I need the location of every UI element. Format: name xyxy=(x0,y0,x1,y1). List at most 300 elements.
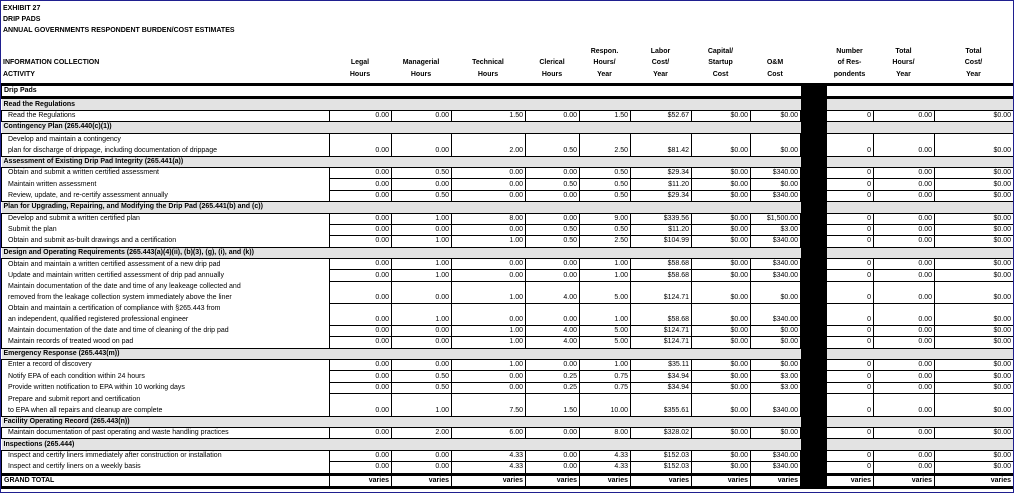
table-row xyxy=(2,259,1014,270)
total-cost-cell: $0.00 xyxy=(935,213,1014,224)
labor-cost-cell: $152.03 xyxy=(631,462,692,474)
legal-hours-cell: 0.00 xyxy=(330,428,392,439)
om-cost-cell: $0.00 xyxy=(751,325,801,336)
clerical-hours-cell: 0.50 xyxy=(526,179,580,190)
capital-cost-cell: $0.00 xyxy=(692,259,751,270)
capital-cost-cell: $0.00 xyxy=(692,281,751,303)
total-cost-cell: $0.00 xyxy=(935,179,1014,190)
table-row xyxy=(2,236,1014,247)
respondents-cell: 0 xyxy=(827,428,874,439)
total-cost-cell: $0.00 xyxy=(935,337,1014,348)
header-labor-line: Year xyxy=(653,70,668,78)
technical-hours-cell: 7.50 xyxy=(452,394,526,417)
respon-hours-cell: 0.75 xyxy=(580,382,631,393)
activity-cell: Review, update, and re-certify assessment annually xyxy=(2,190,330,201)
managerial-hours-cell: 2.00 xyxy=(392,428,452,439)
exhibit-title: ANNUAL GOVERNMENTS RESPONDENT BURDEN/COST ESTIMATES xyxy=(3,27,235,34)
activity-label-line2: plan for discharge of drippage, including documentation of drippage xyxy=(8,146,217,154)
header-labor xyxy=(630,46,691,80)
respon-hours-cell: 0.75 xyxy=(580,371,631,382)
separator-bar xyxy=(801,156,827,167)
technical-hours-cell: 0.00 xyxy=(452,303,526,325)
table-row xyxy=(2,325,1014,336)
table-row xyxy=(2,371,1014,382)
om-cost-cell: $0.00 xyxy=(751,179,801,190)
section-fill xyxy=(827,202,1014,213)
technical-hours-cell: 0.00 xyxy=(452,190,526,201)
managerial-hours-cell: 1.00 xyxy=(392,394,452,417)
separator-bar xyxy=(801,224,827,235)
separator-bar xyxy=(801,98,827,110)
header-total-hours-line: Total xyxy=(895,48,912,56)
labor-cost-cell: $35.11 xyxy=(631,360,692,371)
blank-cell xyxy=(330,85,392,98)
technical-hours-cell: varies xyxy=(452,474,526,487)
header-total-hours-line: Year xyxy=(896,70,911,78)
respon-hours-cell: 0.50 xyxy=(580,179,631,190)
technical-hours-cell: 0.00 xyxy=(452,179,526,190)
om-cost-cell: $340.00 xyxy=(751,462,801,474)
header-total-cost-line: Cost/ xyxy=(964,59,983,67)
managerial-hours-cell: 0.00 xyxy=(392,179,452,190)
clerical-hours-cell: 0.00 xyxy=(526,428,580,439)
activity-cell: Obtain and maintain a written certified assessment of a new drip pad xyxy=(2,259,330,270)
activity-label-line1: Maintain documentation of the date and time of any leakeage collected and xyxy=(8,283,241,291)
capital-cost-cell: $0.00 xyxy=(692,224,751,235)
header-om-line: O&M xyxy=(766,59,784,67)
capital-cost-cell: $0.00 xyxy=(692,190,751,201)
technical-hours-cell: 1.00 xyxy=(452,325,526,336)
total-hours-cell: 0.00 xyxy=(874,428,935,439)
header-legal xyxy=(329,46,391,80)
respon-hours-cell: 1.00 xyxy=(580,360,631,371)
legal-hours-cell: 0.00 xyxy=(330,167,392,178)
blank-cell xyxy=(631,85,692,98)
total-hours-cell: 0.00 xyxy=(874,450,935,461)
header-respon-line: Hours/ xyxy=(593,59,616,67)
respondents-cell: 0 xyxy=(827,110,874,121)
table-row xyxy=(2,428,1014,439)
clerical-hours-cell: 0.00 xyxy=(526,462,580,474)
activity-cell: Obtain and submit a written certified assessment xyxy=(2,167,330,178)
header-capital xyxy=(691,46,750,80)
total-hours-cell: 0.00 xyxy=(874,224,935,235)
header-total-cost-line: Total xyxy=(965,48,982,56)
separator-bar xyxy=(801,348,827,359)
header-activity xyxy=(3,46,99,80)
total-cost-cell: $0.00 xyxy=(935,462,1014,474)
section-header-row xyxy=(2,122,1014,133)
activity-label-line1: Prepare and submit report and certification xyxy=(8,395,141,403)
respondents-cell: 0 xyxy=(827,360,874,371)
total-hours-cell: 0.00 xyxy=(874,133,935,156)
managerial-hours-cell: 0.00 xyxy=(392,360,452,371)
total-hours-cell: 0.00 xyxy=(874,236,935,247)
respon-hours-cell: 0.50 xyxy=(580,224,631,235)
activity-cell: Enter a record of discovery xyxy=(2,360,330,371)
legal-hours-cell: 0.00 xyxy=(330,236,392,247)
clerical-hours-cell: 0.00 xyxy=(526,450,580,461)
legal-hours-cell: 0.00 xyxy=(330,337,392,348)
blank-cell xyxy=(827,85,874,98)
section-header-row xyxy=(2,202,1014,213)
capital-cost-cell: $0.00 xyxy=(692,450,751,461)
legal-hours-cell: 0.00 xyxy=(330,462,392,474)
managerial-hours-cell: 0.00 xyxy=(392,325,452,336)
respon-hours-cell: 1.00 xyxy=(580,303,631,325)
om-cost-cell: $340.00 xyxy=(751,259,801,270)
legal-hours-cell: 0.00 xyxy=(330,190,392,201)
clerical-hours-cell: 0.00 xyxy=(526,167,580,178)
technical-hours-cell: 4.33 xyxy=(452,462,526,474)
separator-bar xyxy=(801,462,827,474)
capital-cost-cell: $0.00 xyxy=(692,394,751,417)
technical-hours-cell: 1.00 xyxy=(452,281,526,303)
legal-hours-cell: 0.00 xyxy=(330,259,392,270)
separator-bar xyxy=(801,167,827,178)
total-cost-cell: $0.00 xyxy=(935,236,1014,247)
section-title: Inspections (265.444) xyxy=(2,439,801,450)
managerial-hours-cell: 1.00 xyxy=(392,236,452,247)
total-hours-cell: 0.00 xyxy=(874,167,935,178)
table-row xyxy=(2,360,1014,371)
labor-cost-cell: $29.34 xyxy=(631,167,692,178)
header-om-line: Cost xyxy=(767,70,783,78)
capital-cost-cell: $0.00 xyxy=(692,213,751,224)
capital-cost-cell: $0.00 xyxy=(692,236,751,247)
managerial-hours-cell: 0.00 xyxy=(392,281,452,303)
managerial-hours-cell: 0.50 xyxy=(392,382,452,393)
legal-hours-cell: 0.00 xyxy=(330,270,392,281)
section-title: Plan for Upgrading, Repairing, and Modifying the Drip Pad (265.441(b) and (c)) xyxy=(2,202,801,213)
total-hours-cell: varies xyxy=(874,474,935,487)
header-total-hours-line: Hours/ xyxy=(892,59,915,67)
header-number-line: of Res- xyxy=(837,59,862,67)
technical-hours-cell: 1.00 xyxy=(452,236,526,247)
capital-cost-cell: $0.00 xyxy=(692,360,751,371)
table-row xyxy=(2,167,1014,178)
capital-cost-cell: $0.00 xyxy=(692,179,751,190)
om-cost-cell: $0.00 xyxy=(751,360,801,371)
blank-cell xyxy=(580,85,631,98)
activity-cell: Read the Regulations xyxy=(2,110,330,121)
clerical-hours-cell: 0.50 xyxy=(526,236,580,247)
technical-hours-cell: 0.00 xyxy=(452,167,526,178)
labor-cost-cell: $124.71 xyxy=(631,281,692,303)
total-hours-cell: 0.00 xyxy=(874,371,935,382)
total-cost-cell: $0.00 xyxy=(935,303,1014,325)
total-cost-cell: $0.00 xyxy=(935,224,1014,235)
section-title: Assessment of Existing Drip Pad Integrity (265.441(a)) xyxy=(2,156,801,167)
total-cost-cell: $0.00 xyxy=(935,190,1014,201)
activity-cell: Provide written notification to EPA within 10 working days xyxy=(2,382,330,393)
capital-cost-cell: $0.00 xyxy=(692,133,751,156)
clerical-hours-cell: 0.50 xyxy=(526,133,580,156)
respon-hours-cell: 1.00 xyxy=(580,270,631,281)
capital-cost-cell: varies xyxy=(692,474,751,487)
respondents-cell: varies xyxy=(827,474,874,487)
labor-cost-cell: $328.02 xyxy=(631,428,692,439)
separator-bar xyxy=(801,281,827,303)
labor-cost-cell: $58.68 xyxy=(631,259,692,270)
managerial-hours-cell: 0.00 xyxy=(392,110,452,121)
managerial-hours-cell: 0.00 xyxy=(392,462,452,474)
total-cost-cell: $0.00 xyxy=(935,259,1014,270)
activity-cell xyxy=(2,303,330,325)
managerial-hours-cell: 0.00 xyxy=(392,133,452,156)
header-labor-line: Labor xyxy=(650,48,671,56)
table-row xyxy=(2,190,1014,201)
om-cost-cell: varies xyxy=(751,474,801,487)
clerical-hours-cell: 0.00 xyxy=(526,259,580,270)
legal-hours-cell: 0.00 xyxy=(330,360,392,371)
respondents-cell: 0 xyxy=(827,190,874,201)
table-row xyxy=(2,110,1014,121)
activity-cell: Develop and submit a written certified plan xyxy=(2,213,330,224)
blank-cell xyxy=(935,85,1014,98)
managerial-hours-cell: varies xyxy=(392,474,452,487)
activity-label-line2: to EPA when all repairs and cleanup are complete xyxy=(8,406,163,414)
separator-bar xyxy=(801,110,827,121)
header-labor-line: Cost/ xyxy=(651,59,670,67)
activity-cell: Notify EPA of each condition within 24 hours xyxy=(2,371,330,382)
section-fill xyxy=(827,247,1014,258)
header-respon-line: Year xyxy=(597,70,612,78)
table-title: Drip Pads xyxy=(2,85,330,98)
technical-hours-cell: 1.50 xyxy=(452,110,526,121)
clerical-hours-cell: 1.50 xyxy=(526,394,580,417)
technical-hours-cell: 8.00 xyxy=(452,213,526,224)
capital-cost-cell: $0.00 xyxy=(692,270,751,281)
separator-bar xyxy=(801,122,827,133)
managerial-hours-cell: 0.50 xyxy=(392,167,452,178)
om-cost-cell: $3.00 xyxy=(751,371,801,382)
respon-hours-cell: 2.50 xyxy=(580,236,631,247)
technical-hours-cell: 4.33 xyxy=(452,450,526,461)
technical-hours-cell: 0.00 xyxy=(452,371,526,382)
respon-hours-cell: 4.33 xyxy=(580,462,631,474)
capital-cost-cell: $0.00 xyxy=(692,110,751,121)
labor-cost-cell: $58.68 xyxy=(631,270,692,281)
separator-bar xyxy=(801,474,827,487)
respon-hours-cell: 4.33 xyxy=(580,450,631,461)
technical-hours-cell: 0.00 xyxy=(452,259,526,270)
grand-total-row xyxy=(2,474,1014,487)
header-technical xyxy=(451,46,525,80)
respon-hours-cell: 5.00 xyxy=(580,281,631,303)
header-activity-line: INFORMATION COLLECTION xyxy=(3,59,100,67)
activity-label-line1: Obtain and maintain a certification of compliance with §265.443 from xyxy=(8,305,221,313)
labor-cost-cell: $11.20 xyxy=(631,179,692,190)
total-hours-cell: 0.00 xyxy=(874,213,935,224)
header-technical-line: Hours xyxy=(477,70,499,78)
labor-cost-cell: $124.71 xyxy=(631,337,692,348)
header-clerical-line: Clerical xyxy=(539,59,565,67)
legal-hours-cell: 0.00 xyxy=(330,281,392,303)
capital-cost-cell: $0.00 xyxy=(692,325,751,336)
labor-cost-cell: $34.94 xyxy=(631,371,692,382)
total-cost-cell: $0.00 xyxy=(935,360,1014,371)
section-title: Emergency Response (265.443(m)) xyxy=(2,348,801,359)
separator-bar xyxy=(801,179,827,190)
legal-hours-cell: 0.00 xyxy=(330,179,392,190)
activity-cell: Maintain documentation of the date and time of cleaning of the drip pad xyxy=(2,325,330,336)
labor-cost-cell: $124.71 xyxy=(631,325,692,336)
header-clerical xyxy=(525,46,579,80)
om-cost-cell: $0.00 xyxy=(751,133,801,156)
om-cost-cell: $340.00 xyxy=(751,236,801,247)
header-managerial-line: Hours xyxy=(410,70,432,78)
total-hours-cell: 0.00 xyxy=(874,382,935,393)
om-cost-cell: $340.00 xyxy=(751,394,801,417)
total-cost-cell: $0.00 xyxy=(935,281,1014,303)
clerical-hours-cell: 0.25 xyxy=(526,382,580,393)
legal-hours-cell: 0.00 xyxy=(330,382,392,393)
clerical-hours-cell: 0.00 xyxy=(526,110,580,121)
respondents-cell: 0 xyxy=(827,462,874,474)
header-number-line: Number xyxy=(836,48,863,56)
header-capital-line: Cost xyxy=(712,70,729,78)
total-hours-cell: 0.00 xyxy=(874,270,935,281)
separator-bar xyxy=(801,394,827,417)
technical-hours-cell: 0.00 xyxy=(452,224,526,235)
table-row xyxy=(2,281,1014,303)
respon-hours-cell: 0.50 xyxy=(580,167,631,178)
exhibit-number: EXHIBIT 27 xyxy=(3,5,41,12)
legal-hours-cell: 0.00 xyxy=(330,110,392,121)
total-cost-cell: $0.00 xyxy=(935,133,1014,156)
clerical-hours-cell: 0.50 xyxy=(526,224,580,235)
respondents-cell: 0 xyxy=(827,270,874,281)
managerial-hours-cell: 1.00 xyxy=(392,213,452,224)
separator-bar xyxy=(801,133,827,156)
legal-hours-cell: 0.00 xyxy=(330,371,392,382)
respondents-cell: 0 xyxy=(827,133,874,156)
respondents-cell: 0 xyxy=(827,259,874,270)
header-legal-line: Hours xyxy=(349,70,371,78)
technical-hours-cell: 2.00 xyxy=(452,133,526,156)
table-title-row xyxy=(2,85,1014,98)
activity-cell: Maintain written assessment xyxy=(2,179,330,190)
header-clerical-line: Hours xyxy=(541,70,563,78)
respondents-cell: 0 xyxy=(827,179,874,190)
total-cost-cell: $0.00 xyxy=(935,167,1014,178)
labor-cost-cell: $34.94 xyxy=(631,382,692,393)
separator-bar xyxy=(801,337,827,348)
total-hours-cell: 0.00 xyxy=(874,303,935,325)
om-cost-cell: $0.00 xyxy=(751,281,801,303)
technical-hours-cell: 0.00 xyxy=(452,382,526,393)
capital-cost-cell: $0.00 xyxy=(692,382,751,393)
respon-hours-cell: 9.00 xyxy=(580,213,631,224)
activity-label-line1: Develop and maintain a contingency xyxy=(8,135,121,143)
separator-bar xyxy=(801,190,827,201)
section-fill xyxy=(827,416,1014,427)
om-cost-cell: $340.00 xyxy=(751,167,801,178)
om-cost-cell: $340.00 xyxy=(751,190,801,201)
section-header-row xyxy=(2,439,1014,450)
total-hours-cell: 0.00 xyxy=(874,179,935,190)
legal-hours-cell: 0.00 xyxy=(330,394,392,417)
labor-cost-cell: $355.61 xyxy=(631,394,692,417)
header-activity-line: ACTIVITY xyxy=(3,70,35,78)
document-header xyxy=(3,3,235,36)
respondents-cell: 0 xyxy=(827,337,874,348)
blank-cell xyxy=(452,85,526,98)
om-cost-cell: $0.00 xyxy=(751,110,801,121)
table-row xyxy=(2,303,1014,325)
labor-cost-cell: varies xyxy=(631,474,692,487)
table-row xyxy=(2,224,1014,235)
labor-cost-cell: $29.34 xyxy=(631,190,692,201)
capital-cost-cell: $0.00 xyxy=(692,462,751,474)
section-fill xyxy=(827,156,1014,167)
respon-hours-cell: 1.50 xyxy=(580,110,631,121)
header-total-cost-line: Year xyxy=(966,70,981,78)
activity-cell: Maintain documentation of past operating and waste handling practices xyxy=(2,428,330,439)
respon-hours-cell: 10.00 xyxy=(580,394,631,417)
header-total-cost xyxy=(934,46,1013,80)
om-cost-cell: $3.00 xyxy=(751,224,801,235)
technical-hours-cell: 0.00 xyxy=(452,270,526,281)
respon-hours-cell: varies xyxy=(580,474,631,487)
om-cost-cell: $3.00 xyxy=(751,382,801,393)
section-header-row xyxy=(2,416,1014,427)
table-row xyxy=(2,133,1014,156)
separator-bar xyxy=(801,371,827,382)
om-cost-cell: $340.00 xyxy=(751,303,801,325)
section-fill xyxy=(827,348,1014,359)
respon-hours-cell: 5.00 xyxy=(580,325,631,336)
respon-hours-cell: 1.00 xyxy=(580,259,631,270)
activity-cell: Inspect and certify liners on a weekly basis xyxy=(2,462,330,474)
header-managerial xyxy=(391,46,451,80)
section-header-row xyxy=(2,247,1014,258)
separator-bar xyxy=(801,213,827,224)
om-cost-cell: $0.00 xyxy=(751,337,801,348)
respondents-cell: 0 xyxy=(827,167,874,178)
technical-hours-cell: 1.00 xyxy=(452,360,526,371)
respondents-cell: 0 xyxy=(827,382,874,393)
capital-cost-cell: $0.00 xyxy=(692,428,751,439)
clerical-hours-cell: 4.00 xyxy=(526,325,580,336)
activity-cell: Obtain and submit as-built drawings and a certification xyxy=(2,236,330,247)
table-row xyxy=(2,382,1014,393)
total-cost-cell: $0.00 xyxy=(935,382,1014,393)
clerical-hours-cell: 0.00 xyxy=(526,270,580,281)
om-cost-cell: $340.00 xyxy=(751,270,801,281)
legal-hours-cell: varies xyxy=(330,474,392,487)
legal-hours-cell: 0.00 xyxy=(330,133,392,156)
om-cost-cell: $340.00 xyxy=(751,450,801,461)
separator-bar xyxy=(801,202,827,213)
activity-label-line2: removed from the leakage collection system immediately above the liner xyxy=(8,294,232,302)
separator-bar xyxy=(801,360,827,371)
clerical-hours-cell: 0.00 xyxy=(526,213,580,224)
respondents-cell: 0 xyxy=(827,281,874,303)
header-number xyxy=(826,46,873,80)
header-managerial-line: Managerial xyxy=(402,59,440,67)
section-title: Contingency Plan (265.440(c)(1)) xyxy=(2,122,801,133)
total-cost-cell: $0.00 xyxy=(935,450,1014,461)
separator-bar xyxy=(801,325,827,336)
capital-cost-cell: $0.00 xyxy=(692,303,751,325)
header-capital-line: Startup xyxy=(708,59,733,67)
capital-cost-cell: $0.00 xyxy=(692,167,751,178)
section-header-row xyxy=(2,348,1014,359)
total-cost-cell: varies xyxy=(935,474,1014,487)
separator-bar xyxy=(801,85,827,98)
